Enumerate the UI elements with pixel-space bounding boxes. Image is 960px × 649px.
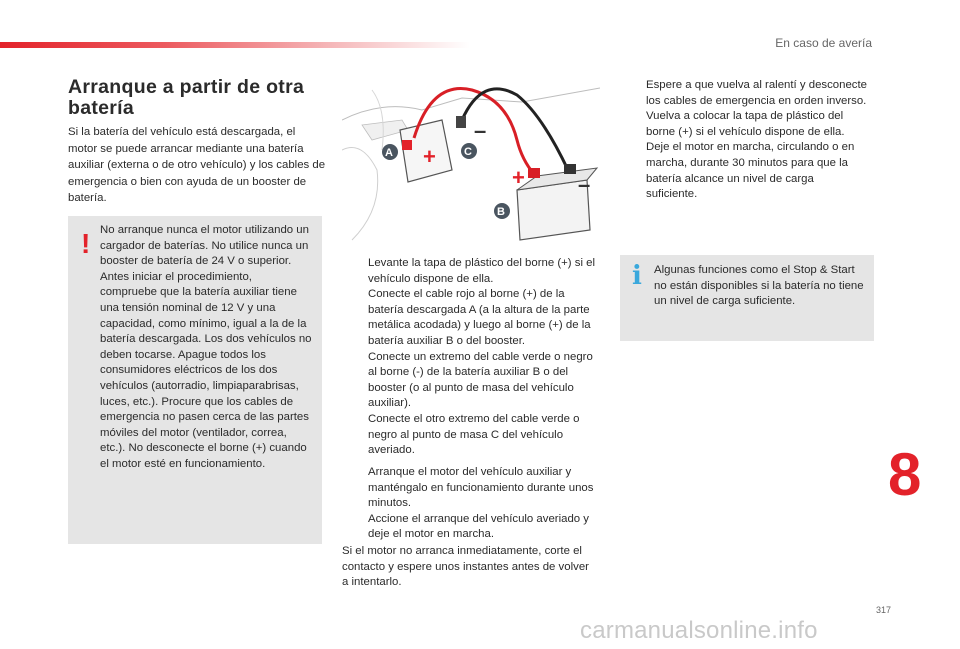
minus-sign-b: – [578,172,591,197]
chapter-number: 8 [888,441,922,508]
info-icon: i [632,261,642,291]
steps-list-1 [342,256,600,459]
steps-list-2 [342,465,600,543]
warning-box [68,216,322,544]
plus-sign-b: + [512,165,525,190]
list-item: Levante la tapa de plástico del borne (+) si el vehículo dispone de ella. [368,257,596,285]
section-title: En caso de avería [775,36,872,50]
plus-sign-a: + [423,144,436,169]
info-text: Algunas funciones como el Stop & Start no están disponibles si la batería no tiene un nivel de carga suficiente. [654,264,864,308]
list-item: Conecte el cable rojo al borne (+) de la batería descargada A (a la altura de la parte metálica acodada) y luego al borne (+) de la batería auxiliar B o del booster. [368,288,591,347]
list-item: Arranque el motor del vehículo auxiliar y manténgalo en funcionamiento durante unos minutos. [368,466,594,510]
page-number: 317 [876,605,892,615]
terminal-a-clamp [402,140,412,150]
minus-sign-c: – [474,118,487,143]
retry-note: Si el motor no arranca inmediatamente, corte el contacto y espere unos instantes antes de volver a intentarlo. [342,545,589,589]
list-item: Conecte el otro extremo del cable verde o negro al punto de masa C del vehículo averiado. [368,412,580,457]
list-item: Conecte un extremo del cable verde o negro al borne (-) de la batería auxiliar B o del booster (o al punto de masa del vehículo auxiliar). [368,350,593,410]
list-item: Espere a que vuelva al ralentí y desconecte los cables de emergencia en orden inverso. [646,79,867,107]
list-item: Accione el arranque del vehículo averiado y deje el motor en marcha. [368,512,589,541]
watermark: carmanualsonline.info [580,617,818,644]
header-accent-bar [0,42,470,48]
intro-paragraph: Si la batería del vehículo está descargada, el motor se puede arrancar mediante una batería auxiliar (externa o de otro vehículo) y los cables de emergencia o bien con ayuda de un booster de batería. [68,126,326,204]
list-item: Vuelva a colocar la tapa de plástico del borne (+) si el vehículo dispone de ella. [646,110,845,138]
list-item: Deje el motor en marcha, circulando o en marcha, durante 30 minutos para que la batería alcance un nivel de carga suficiente. [646,141,855,201]
warning-text: No arranque nunca el motor utilizando un cargador de baterías. No utilice nunca un booster de batería de 24 V o superior. Antes iniciar el procedimiento, compruebe que la batería auxiliar tiene una tensión nominal de 12 V y una capacidad, como mínimo, igual a la de la batería descargada. Los dos vehículos no deben tocarse. Apague todos los consumidores eléctricos de los dos vehículos (autorradio, limpiaparabrisas, luces, etc.). Procure que los cables de emergencia no pasen cerca de las partes móviles del motor (ventilador, correa, etc.). No desconecte el borne (+) cuando el motor esté en funcionamiento. [100,224,312,470]
label-a: A [385,147,393,159]
steps-list-3 [620,78,868,203]
info-box [620,255,874,341]
jump-start-diagram [342,80,600,248]
label-b: B [497,206,505,218]
label-c: C [464,146,472,158]
page-title: Arranque a partir de otra batería [68,76,305,119]
warning-icon: ! [81,228,91,259]
